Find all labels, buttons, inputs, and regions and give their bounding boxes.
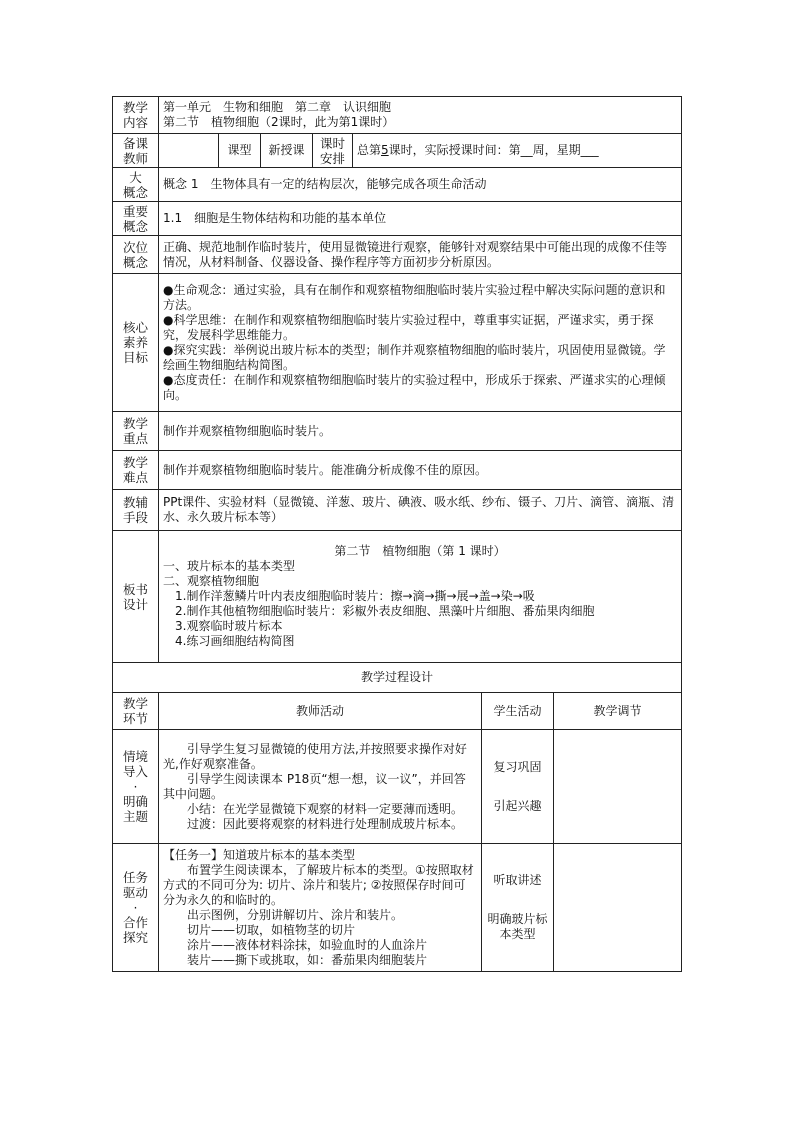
row-board-design — [113, 531, 682, 663]
label-board-design: 板书 设计 — [113, 531, 159, 663]
label-teaching-focus: 教学 重点 — [113, 412, 159, 451]
core-literacy-goals — [159, 274, 682, 412]
label-big-concept: 大 概念 — [113, 168, 159, 202]
board-line-6: 4.练习画细胞结构简图 — [175, 634, 295, 648]
row-teaching-aids — [113, 490, 682, 531]
big-concept-text: 概念 1 生物体具有一定的结构层次，能够完成各项生命活动 — [159, 168, 682, 202]
step-task-student: 听取讲述 明确玻片标本类型 — [482, 844, 554, 972]
goal-attitude-responsibility: ●态度责任：在制作和观察植物细胞临时装片的实验过程中，形成乐于探索、严谨求实的心理倾向。 — [163, 372, 666, 402]
row-core-literacy — [113, 274, 682, 412]
label-key-concept: 重要 概念 — [113, 202, 159, 236]
period-label: 课时 安排 — [313, 134, 353, 168]
goal-scientific-thinking: ●科学思维：在制作和观察植物细胞临时装片实验过程中，尊重事实证据，严谨求实，勇于探究，发展科学思维能力。 — [163, 312, 654, 342]
step-intro-teacher: 引导学生复习显微镜的使用方法,并按照要求操作对好光,作好观察准备。 引导学生阅读课本 P18页“想一想，议一议”，并回答其中问题。 小结：在光学显微镜下观察的材料一定要薄而透明。 过渡：因此要将观察的材料进行处理制成玻片标本。 — [159, 730, 482, 844]
label-prep-teacher: 备课 教师 — [113, 134, 159, 168]
teaching-focus-text: 制作并观察植物细胞临时装片。 — [159, 412, 682, 451]
label-teaching-aids: 教辅 手段 — [113, 490, 159, 531]
board-line-1: 一、玻片标本的基本类型 — [163, 559, 296, 573]
topic-cell — [159, 97, 682, 134]
lesson-type-label: 课型 — [219, 134, 261, 168]
label-core-literacy: 核心 素养 目标 — [113, 274, 159, 412]
teaching-aids-text: PPt课件、实验材料（显微镜、洋葱、玻片、碘液、吸水纸、纱布、镊子、刀片、滴管、滴瓶、清水、永久玻片标本等） — [159, 490, 682, 531]
topic-unit-line: 第一单元 生物和细胞 第二章 认识细胞 — [163, 100, 392, 114]
row-prep — [113, 134, 682, 168]
label-step-intro: 情境 导入 · 明确 主题 — [113, 730, 159, 844]
teaching-difficulty-text: 制作并观察植物细胞临时装片。能准确分析成像不佳的原因。 — [159, 451, 682, 490]
header-teacher-activity: 教师活动 — [159, 693, 482, 730]
goal-inquiry-practice: ●探究实践：举例说出玻片标本的类型；制作并观察植物细胞的临时装片，巩固使用显微镜。学绘画生物细胞结构简图。 — [163, 342, 666, 372]
label-teaching-content: 教学 内容 — [113, 97, 159, 134]
row-teaching-difficulty — [113, 451, 682, 490]
step-intro-adjust — [554, 730, 682, 844]
row-step-intro — [113, 730, 682, 844]
topic-section-line: 第二节 植物细胞（2课时，此为第1课时） — [163, 115, 395, 129]
board-line-3: 1.制作洋葱鳞片叶内表皮细胞临时装片：擦→滴→撕→展→盖→染→吸 — [175, 589, 535, 603]
goal-life-concept: ●生命观念：通过实验，具有在制作和观察植物细胞临时装片实验过程中解决实际问题的意识和方法。 — [163, 282, 666, 312]
board-design-content — [159, 531, 682, 663]
task-one-title: 【任务一】知道玻片标本的基本类型 — [163, 847, 356, 862]
row-topic — [113, 97, 682, 134]
key-concept-text: 1.1 细胞是生物体结构和功能的基本单位 — [159, 202, 682, 236]
row-process-header — [113, 693, 682, 730]
row-big-concept — [113, 168, 682, 202]
board-line-2: 二、观察植物细胞 — [163, 574, 260, 588]
step-task-adjust — [554, 844, 682, 972]
board-title: 第二节 植物细胞（第 1 课时） — [334, 544, 506, 558]
row-key-concept — [113, 202, 682, 236]
row-step-task — [113, 844, 682, 972]
row-process-title — [113, 663, 682, 693]
lesson-type-value: 新授课 — [261, 134, 313, 168]
row-sub-concept — [113, 236, 682, 274]
board-line-4: 2.制作其他植物细胞临时装片：彩椒外表皮细胞、黑藻叶片细胞、番茄果肉细胞 — [175, 604, 595, 618]
lesson-plan-table — [112, 96, 682, 972]
label-step-task: 任务 驱动 · 合作 探究 — [113, 844, 159, 972]
step-intro-student: 复习巩固 引起兴趣 — [482, 730, 554, 844]
row-teaching-focus — [113, 412, 682, 451]
period-schedule: 总第5课时，实际授课时间：第__周，星期___ — [353, 134, 682, 168]
teacher-name-cell — [159, 134, 219, 168]
label-teaching-difficulty: 教学 难点 — [113, 451, 159, 490]
header-student-activity: 学生活动 — [482, 693, 554, 730]
header-teaching-adjustment: 教学调节 — [554, 693, 682, 730]
label-sub-concept: 次位 概念 — [113, 236, 159, 274]
process-title: 教学过程设计 — [113, 663, 682, 693]
step-task-teacher: 【任务一】知道玻片标本的基本类型 布置学生阅读课本，了解玻片标本的类型。①按照取材方式的不同可分为: 切片、涂片和装片; ②按照保存时间可分为永久的和临时的。 出示图例，分别讲解切片、涂片和装片。 切片——切取，如植物茎的切片 涂片——液体材料涂抹，如验血时的人血涂片 装片——撕下或挑取，如：番茄果肉细胞装片 — [159, 844, 482, 972]
period-number: 5 — [381, 143, 389, 157]
sub-concept-text: 正确、规范地制作临时装片，使用显微镜进行观察，能够针对观察结果中可能出现的成像不佳等情况，从材料制备、仪器设备、操作程序等方面初步分析原因。 — [159, 236, 682, 274]
board-line-5: 3.观察临时玻片标本 — [175, 619, 283, 633]
header-teaching-step: 教学 环节 — [113, 693, 159, 730]
